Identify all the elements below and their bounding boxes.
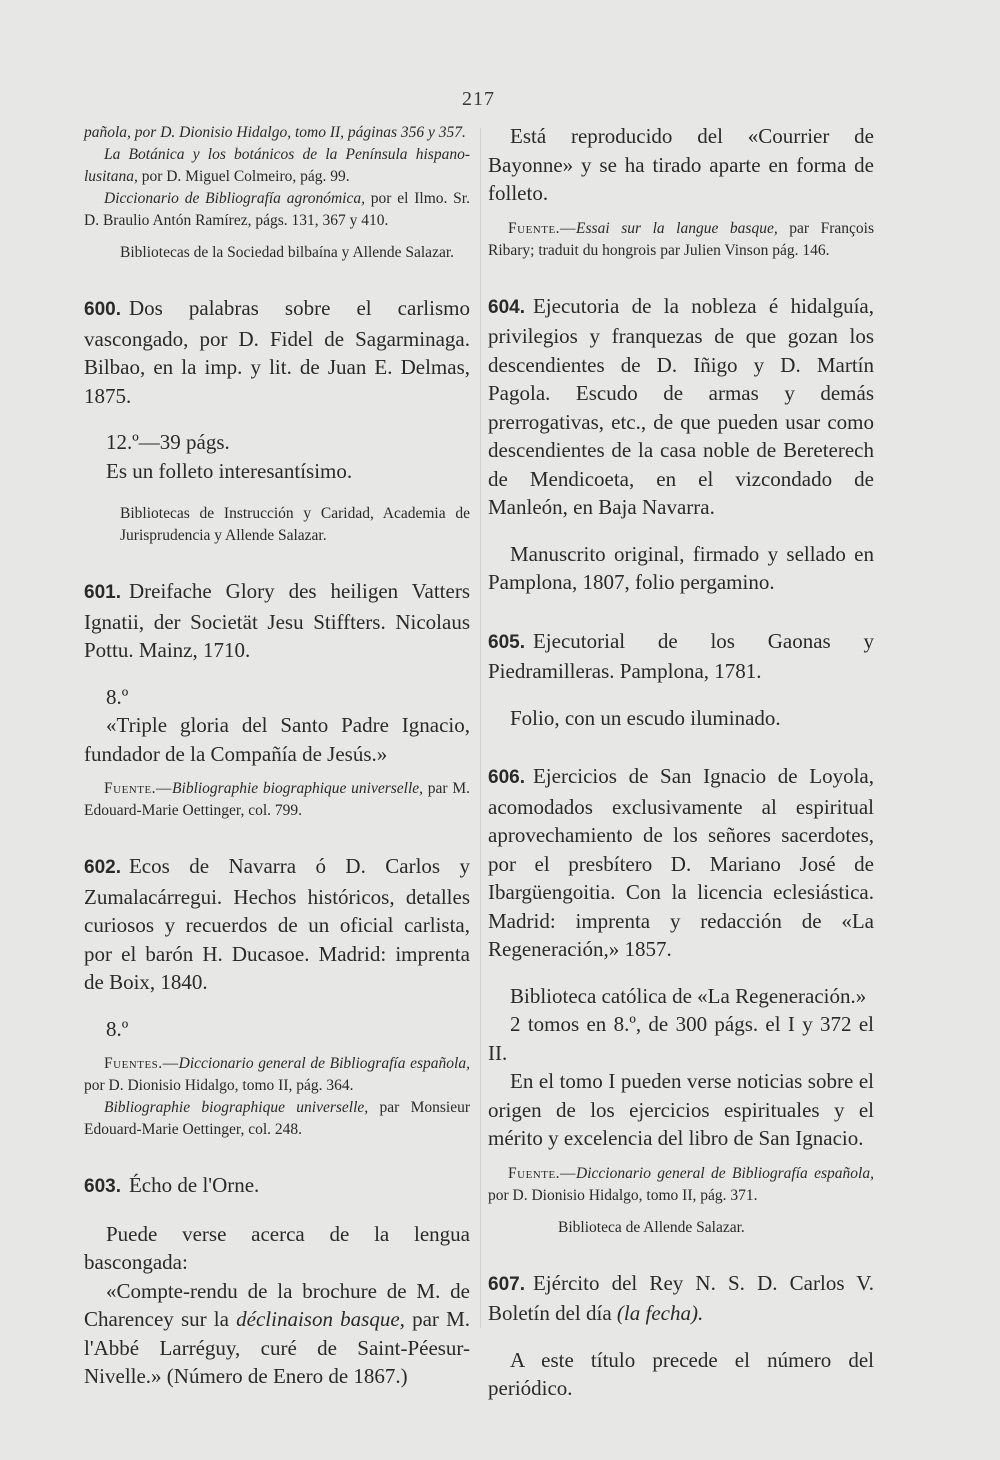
- library-note: Bibliotecas de Instrucción y Caridad, Academia de Jurisprudencia y Allende Salazar.: [120, 505, 470, 544]
- entry-602: [84, 852, 470, 997]
- entry-title: Ejecutorial de los Gaonas y Piedramilleras. Pamplona, 1781.: [488, 628, 874, 683]
- entry-title: Dos palabras sobre el carlismo vascongado, por D. Fidel de Sagarminaga. Bilbao, en la imp. y lit. de Juan E. Delmas, 1875.: [84, 296, 470, 408]
- entry-description: En el tomo I pueden verse noticias sobre el origen de los ejercicios espirituales y el mérito y excelencia del libro de San Ignacio.: [488, 1069, 874, 1150]
- entry-title: Ejército del Rey N. S. D. Carlos V. Boletín del día: [488, 1270, 874, 1325]
- source-label: Fuente.—: [104, 780, 173, 797]
- entry-description: Manuscrito original, firmado y sellado en Pamplona, 1807, folio pergamino.: [488, 541, 874, 594]
- entry-606: [488, 762, 874, 964]
- source-title: Bibliographie biographique universelle,: [104, 1099, 369, 1116]
- page-number: 217: [462, 88, 495, 110]
- entry-title: Dreifache Glory des heiligen Vatters Ignatii, der Societät Jesu Stiffters. Nicolaus Pottu. Mainz, 1710.: [84, 579, 470, 662]
- desc-text: «Compte-rendu de la brochure de M. de Charencey sur la: [84, 1278, 470, 1331]
- source-line: [84, 188, 470, 232]
- source-line: [84, 144, 470, 188]
- source-title: Diccionario general de Bibliografía española,: [576, 1164, 874, 1182]
- entry-format: 8.º: [106, 684, 129, 709]
- source-title: Diccionario general de Bibliografía española,: [178, 1055, 470, 1072]
- entry-description: [84, 1277, 470, 1391]
- right-column: [488, 122, 874, 1403]
- entry-description: Puede verse acerca de la lengua bascongada:: [84, 1221, 470, 1274]
- source-rest: par Monsieur Edouard-Marie Oettinger, col. 248.: [84, 1099, 470, 1138]
- source-line: [488, 1163, 874, 1207]
- column-divider: [480, 128, 481, 1328]
- continued-source: [84, 122, 470, 144]
- source-line: [84, 1097, 470, 1141]
- entry-number: 602.: [84, 857, 121, 878]
- entry-604: [488, 292, 874, 522]
- library-note: Bibliotecas de la Sociedad bilbaína y Allende Salazar.: [120, 244, 455, 261]
- entry-number: 604.: [488, 296, 525, 318]
- source-line: [84, 1053, 470, 1097]
- continued-source-text: pañola, por D. Dionisio Hidalgo, tomo II, páginas 356 y 357.: [84, 124, 466, 141]
- entry-603: [84, 1171, 470, 1202]
- source-rest: por el Ilmo. Sr. D. Braulio Antón Ramírez, págs. 131, 367 y 410.: [84, 190, 470, 229]
- source-title: La Botánica y los botánicos de la Península hispano-lusitana,: [84, 146, 470, 185]
- entry-number: 607.: [488, 1273, 525, 1295]
- source-label: Fuente.—: [508, 219, 577, 237]
- left-column: [84, 122, 470, 1391]
- entry-description: 2 tomos en 8.º, de 300 págs. el I y 372 el II.: [488, 1012, 874, 1065]
- entry-title: Écho de l'Orne.: [128, 1173, 260, 1197]
- source-rest: par François Ribary; traduit du hongrois par Julien Vinson pág. 146.: [488, 219, 875, 259]
- source-label: Fuentes.—: [104, 1055, 179, 1072]
- entry-title: Ecos de Navarra ó D. Carlos y Zumalacárregui. Hechos históricos, detalles curiosos y recuerdos de un oficial carlista, por el barón H. Ducasoe. Madrid: imprenta de Boix, 1840.: [84, 854, 470, 994]
- entry-605: [488, 627, 874, 686]
- entry-601: [84, 577, 470, 665]
- entry-title: Ejercicios de San Ignacio de Loyola, acomodados exclusivamente al espiritual aprovechamiento de los señores sacerdotes, por el presbítero D. Mariano José de Ibargüengoitia. Con la licencia eclesiástica. Madrid: imprenta y redacción de «La Regeneración,» 1857.: [488, 764, 874, 961]
- source-rest: par M. Edouard-Marie Oettinger, col. 799.: [84, 780, 470, 819]
- entry-description: Está reproducido del «Courrier de Bayonne» y se ha tirado aparte en forma de folleto.: [488, 124, 874, 205]
- entry-format: 12.º—39 págs.: [106, 430, 230, 454]
- source-title: Diccionario de Bibliografía agronómica,: [104, 190, 365, 207]
- entry-format: 8.º: [106, 1016, 129, 1041]
- source-title: Essai sur la langue basque,: [576, 219, 778, 237]
- desc-italic: déclinaison basque,: [236, 1307, 405, 1331]
- source-rest: por D. Dionisio Hidalgo, tomo II, pág. 371.: [488, 1186, 758, 1204]
- source-title: Bibliographie biographique universelle,: [172, 780, 424, 797]
- entry-description: Es un folleto interesantísimo.: [106, 458, 353, 483]
- entry-description: «Triple gloria del Santo Padre Ignacio, fundador de la Compañía de Jesús.»: [84, 713, 470, 766]
- entry-number: 605.: [488, 631, 525, 653]
- entry-number: 600.: [84, 299, 121, 320]
- entry-description: Biblioteca católica de «La Regeneración.»: [510, 983, 867, 1008]
- entry-description: Folio, con un escudo iluminado.: [510, 705, 781, 730]
- source-line: [488, 218, 874, 262]
- source-line: [84, 778, 470, 822]
- source-rest: por D. Miguel Colmeiro, pág. 99.: [137, 168, 350, 185]
- entry-number: 603.: [84, 1176, 121, 1197]
- desc-text: par M. l'Abbé Larréguy, curé de Saint-Péesur-Nivelle.» (Número de Enero de 1867.): [84, 1307, 471, 1388]
- library-note: Biblioteca de Allende Salazar.: [558, 1218, 745, 1236]
- entry-description: A este título precede el número del periódico.: [488, 1347, 874, 1400]
- entry-607: [488, 1269, 874, 1328]
- source-rest: por D. Dionisio Hidalgo, tomo II, pág. 364.: [84, 1077, 354, 1094]
- entry-title: Ejecutoria de la nobleza é hidalguía, privilegios y franquezas de que gozan los descendientes de D. Iñigo y D. Martín Pagola. Escudo de armas y demás prerrogativas, etc., de que pueden usar como descendientes de la casa noble de Bereterech de Mendicoeta, en el vizcondado de Manleón, en Baja Navarra.: [488, 293, 874, 519]
- entry-600: [84, 294, 470, 410]
- source-label: Fuente.—: [508, 1164, 577, 1182]
- entry-number: 606.: [488, 767, 525, 788]
- entry-title-italic: (la fecha).: [616, 1301, 704, 1325]
- entry-number: 601.: [84, 582, 121, 603]
